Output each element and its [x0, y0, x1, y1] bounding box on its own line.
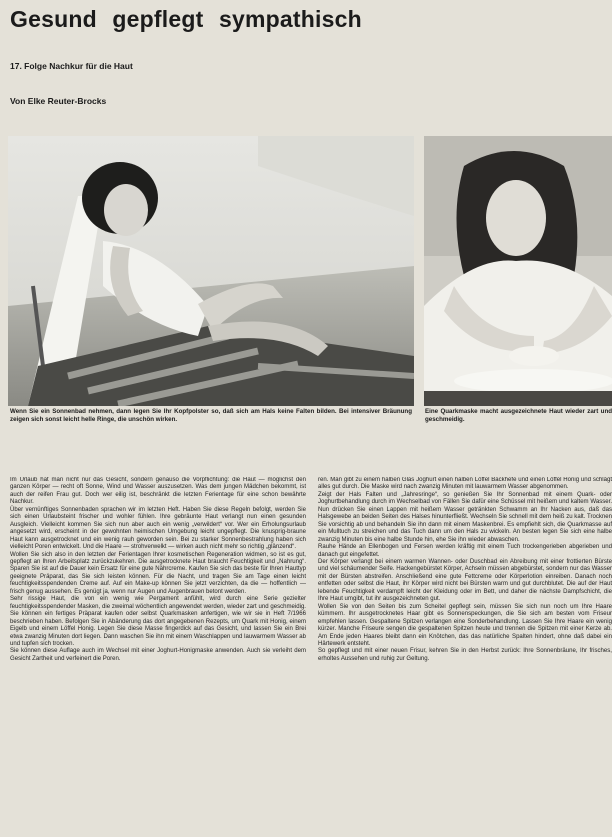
- figure-caption: Eine Quarkmaske macht ausgezeichnete Haut wieder zart und geschmeidig.: [425, 408, 612, 424]
- paragraph: Wollen Sie von den Seiten bis zum Scheitel gepflegt sein, müssen Sie sich nun noch um Ihre Haare kümmern. Ihr ausgetrocknetes Haar gibt es Sonnenspeckungen, die Sie sich am besten vom Friseur empfehlen lassen. Gespaltene Spitzen verlangen eine Sonderbehandlung. Lassen Sie Ihre Haare ein wenig kürzer. Manche Friseure sengen die gespaltenen Spitzen heute und trennen die Spitzen mit einer Kerze ab. Am Ende jeden Haares bleibt dann ein Knötchen, das das natürliche Spalten hindert, ohne daß dabei ein Härtewerk entsteht.: [318, 603, 612, 647]
- paragraph: Sehr rissige Haut, die von ein wenig wie Pergament anfühlt, wird durch eine Serie gezielter feuchtigkeitsspendender Masken, die zweimal wöchentlich angewendet werden, wieder zart und geschmeidig. Sie können ein fertiges Präparat kaufen oder selbst Quarkmasken anfertigen, wie wir sie in Heft 7/1966 beschrieben haben. Befolgen Sie in Abänderung das dort angegebenen Rezepts, um Quark mit Honig, einem Eigelb und einem Löffel Honig. Legen Sie diese Masse fingerdick auf das Gesicht, und lassen Sie ein Brei etwa zwanzig Minuten dort liegen. Dann waschen Sie ihn mit einem Waschlappen und lauwarmem Wasser ab und tupfen sich trocken.: [10, 596, 306, 647]
- body-column-right: [318, 477, 612, 832]
- sunbathing-photo: [8, 136, 414, 406]
- quark-mask-photo: [424, 136, 612, 406]
- paragraph: ren. Man gibt zu einem halben Glas Joghurt einen halben Löffel Backhefe und einen Löffel Honig und schlägt alles gut durch. Die Maske wird nach zwanzig Minuten mit lauwarmem Wasser abgenommen.: [318, 477, 612, 491]
- paragraph: Sie können diese Auflage auch im Wechsel mit einer Joghurt-Honigmaske anwenden. Auch sie verleiht dem Gesicht Zartheit und verfeinert die Poren.: [10, 648, 306, 662]
- paragraph: So gepflegt und mit einer neuen Frisur, kehren Sie in den Herbst zurück: Ihre Sonnenbräune, Ihr frisches, erholtes Aussehen und ruhig zur Geltung.: [318, 648, 612, 662]
- body-column-left: [10, 477, 306, 832]
- paragraph: Rauhe Hände an Ellenbogen und Fersen werden kräftig mit einem Tuch trockengerieben abgerieben und danach gut eingefettet.: [318, 544, 612, 558]
- article-title: Gesund gepflegt sympathisch: [10, 6, 362, 32]
- figure-caption: Wenn Sie ein Sonnenbad nehmen, dann legen Sie Ihr Kopfpolster so, daß sich am Hals keine Falten bilden. Bei intensiver Bräunung zeigen sich sonst leicht helle Ringe, die unschön wirken.: [10, 408, 412, 424]
- paragraph: Wollen Sie sich also in den letzten der Ferientagen Ihrer kosmetischen Regeneration widmen, so ist es gut, gepflegt an Ihren Arbeitsplatz zurückzukehren. Die ausgetrocknete Haut braucht Feuchtigkeit und „Nahrung“. Sparen Sie ist auf die Dauer kein Ersatz für eine gute Nährcreme. Kaufen Sie sich das beste für Ihren Hauttyp geeignete Präparat, das Sie sich leisten können. Für die Nacht, und tragen Sie am Tage einen leicht feuchtigkeitsspendenden Creme auf. Auf ein Make-up können Sie jetzt verzichten, da die — hoffentlich — frisch genug aussehen. Es genügt ja, wenn nur Augen und Augenbrauen betont werden.: [10, 551, 306, 595]
- author-byline: Von Elke Reuter-Brocks: [10, 96, 107, 106]
- paragraph: Zeigt der Hals Falten und „Jahresringe“, so genießen Sie Ihr Sonnenbad mit einem Quark- oder Joghurtbehandlung durch im Wechselbad von Fällen Sie dafür eine Schüssel mit heißem und kaltem Wasser. Nun drücken Sie einen Lappen mit heißem Wasser getränkten Schwamm an Ihr Nacken aus, daß das Halsgewebe an beiden Seiten des Halses hinunterfließt. Wechseln Sie schnell mit dem heiß zu kalt. Trocknen Sie vorsichtig ab und behandeln Sie ihn dann mit einem Maskenbrei. Es empfiehlt sich, die Quarkmasse auf ein Mulltuch zu streichen und das Tuch dann um den Hals zu wickeln. An besten legen Sie sich eine halbe zwanzig Minuten bis eine halbe Stunde hin, ehe Sie ihn wieder abwaschen.: [318, 491, 612, 543]
- paragraph: Im Urlaub hat man nicht nur das Gesicht, sondern genauso die Vorpflichtung: die Haut — möglichst den ganzen Körper — recht oft Sonne, Wind und Wasser auszusetzen. Was dem jungen Mädchen bekommt, ist auch der reifen Frau gut. Doch wer eilig ist, beschränkt die letzten Ferientage für eine schon bewährte Nachkur.: [10, 477, 306, 506]
- paragraph: Über vernünftiges Sonnenbaden sprachen wir im letzten Heft. Haben Sie diese Regeln befolgt, werden Sie sich einen Urlaubsteint frischer und wohler fühlen. Ihre gebräunte Haut verlangt nun einen gesunden Ausgleich. Vielleicht kommen Sie sich nun aber auch ein wenig „verwildert“ vor. Wer ein Erholungsurlaub angesetzt wird, erscheint in der gewohnten heimischen Umgebung leicht ungepflegt. Die knusprig-braune Haut kann ausgetrocknet und ein wenig rauh geworden sein. Bei zu starker Sonnenbestrahlung haben sich vielleicht Poren entwickelt. Und die Haare — strohverwelkt — wirken auch nicht mehr so richtig „glänzend“.: [10, 506, 306, 551]
- paragraph: Der Körper verlangt bei einem warmen Wannen- oder Duschbad ein Abreibung mit einer frottierten Bürste und viel schäumender Seife. Hackengebürstet Körper, Achseln müssen abgebürstet, sondern nur das Wasser mit der Bürsten abstreifen. Anschließend eine gute Fettcreme oder Körperlotion einreiben. Danach noch entfetten oder selbst die Haut, ihr Körper wird nicht bei Bürsten warm und gut durchblutet. Die auf der Haut lebende Feuchtigkeit verdampft leicht der Kleidung oder im Bett, und daher die nächste Dampfschicht, die Ihre Haut umgibt, tut ihr ausgezeichneten gut.: [318, 558, 612, 603]
- series-subtitle: 17. Folge Nachkur für die Haut: [10, 61, 133, 71]
